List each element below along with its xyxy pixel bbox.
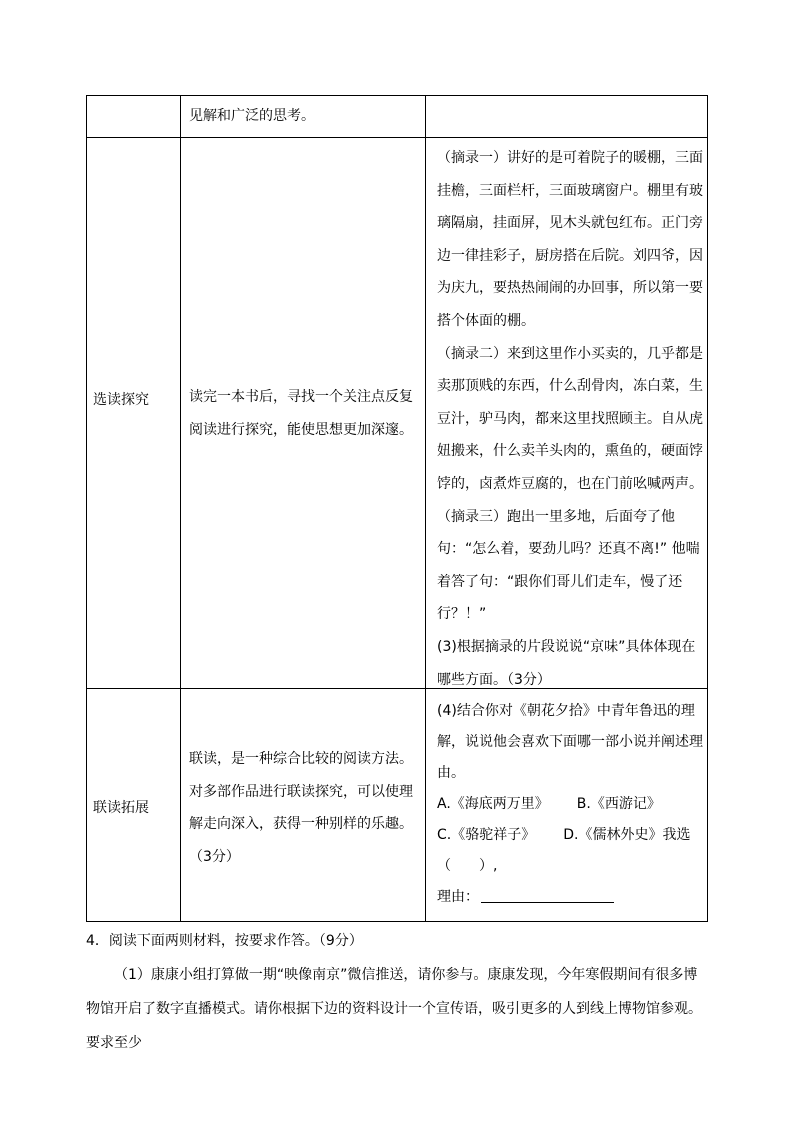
- row1-excerpts: [437, 142, 705, 696]
- options-cd: [437, 820, 705, 851]
- question4-heading: 4．阅读下面两则材料，按要求作答。（9分）: [86, 933, 363, 949]
- question-4: (4)结合你对《朝花夕拾》中青年鲁迅的理解，说说他会喜欢下面哪一部小说并阐述理由。: [437, 703, 703, 781]
- row2-middle-text: 联读，是一种综合比较的阅读方法。对多部作品进行联读探究，可以使理解走向深入，获得一种别样的乐趣。（3分）: [189, 751, 413, 865]
- row-label-xuandu: 选读探究: [93, 392, 149, 408]
- reason-label: 理由：: [437, 889, 479, 905]
- option-c: C.《骆驼祥子》: [437, 827, 536, 843]
- excerpt-1: （摘录一）讲好的是可着院子的暖棚，三面挂檐，三面栏杆，三面玻璃窗户。棚里有玻璃隔扇，挂面屏，见木头就包红布。正门旁边一律挂彩子，厨房搭在后院。刘四爷，因为庆九，要热热闹闹的办回事，所以第一要搭个体面的棚。: [437, 150, 703, 329]
- excerpt-2: （摘录二）来到这里作小买卖的，几乎都是卖那顶贱的东西，什么刮骨肉，冻白菜，生豆汁，驴马肉，都来这里找照顾主。自从虎妞搬来，什么卖羊头肉的，熏鱼的，硬面饽饽的，卤煮炸豆腐的，也在门前吆喊两声。: [437, 345, 703, 492]
- row0-middle-text: 见解和广泛的思考。: [189, 108, 315, 124]
- excerpt-3: （摘录三）跑出一里多地，后面夸了他句：“怎么着，要劲儿吗？还真不离!” 他喘着答了句：“跟你们哥儿们走车，慢了还行？！”: [437, 508, 700, 623]
- choice-blank[interactable]: （ ）,: [437, 858, 498, 874]
- question4-paragraph-1: （1）康康小组打算做一期“映像南京”微信推送，请你参与。康康发现，今年寒假期间有很多博物馆开启了数字直播模式。请你根据下边的资料设计一个宣传语，吸引更多的人到线上博物馆参观。要求至少: [86, 967, 702, 1051]
- table-border-right: [707, 95, 708, 922]
- row2-question: [437, 696, 705, 913]
- option-d: D.《儒林外史》我选: [563, 827, 691, 843]
- table-border-left: [86, 95, 87, 922]
- row1-middle-text: 读完一本书后，寻找一个关注点反复阅读进行探究，能使思想更加深邃。: [189, 389, 413, 438]
- table-column-divider: [180, 95, 181, 922]
- option-b: B.《西游记》: [576, 796, 661, 812]
- reason-blank[interactable]: [481, 888, 614, 903]
- option-a: A.《海底两万里》: [437, 796, 549, 812]
- table-column-divider: [425, 95, 426, 922]
- reason-line: [437, 882, 705, 913]
- row-label-liandu: 联读拓展: [93, 800, 149, 816]
- reading-table: [86, 95, 708, 922]
- options-ab: [437, 789, 705, 820]
- question-3: (3)根据摘录的片段说说“京味”具体体现在哪些方面。（3分）: [437, 638, 696, 688]
